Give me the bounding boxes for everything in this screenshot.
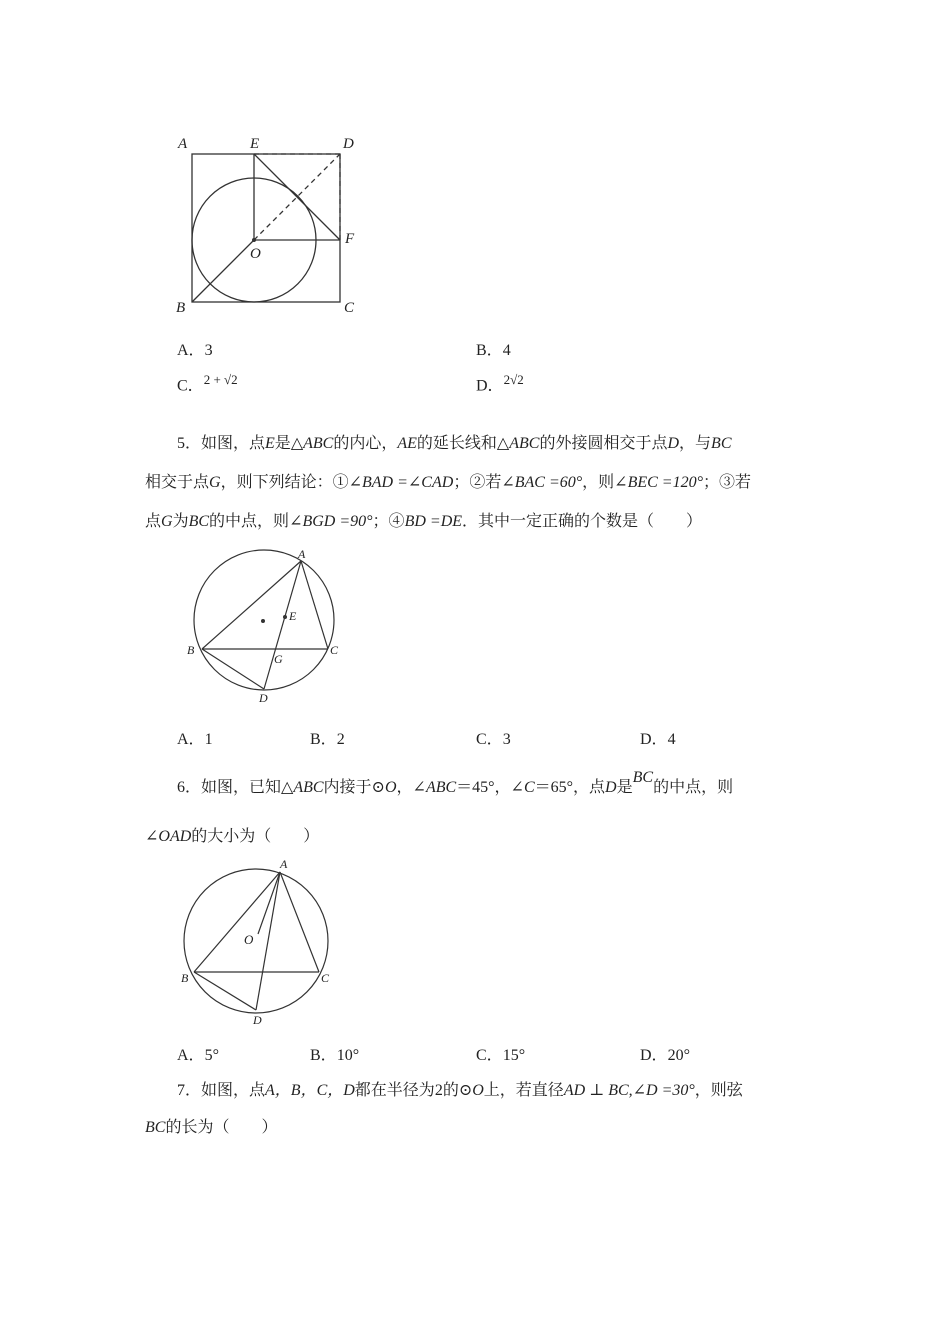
label-E: E <box>250 136 260 152</box>
q5-option-c: C．3 <box>476 731 511 748</box>
label-G: G <box>274 652 283 666</box>
q5-option-a: A．1 <box>177 731 213 748</box>
q7-line-2: BC的长为（ ） <box>145 1119 278 1136</box>
label-A: A <box>178 136 188 152</box>
q6-line-1: 6．如图，已知△ABC内接于⊙O，∠ABC＝45°，∠C＝65°，点D是BC的中点，则 <box>177 769 734 796</box>
q6-option-b: B．10° <box>310 1047 360 1064</box>
label-D: D <box>253 1013 262 1027</box>
label-C: C <box>344 300 355 316</box>
q5-line-3: 点G为BC的中点，则∠BGD =90°；④BD =DE．其中一定正确的个数是（ ） <box>145 513 703 530</box>
q7-line-1: 7．如图，点A，B，C，D都在半径为2的⊙O上，若直径AD ⊥ BC,∠D =30°，则弦 <box>177 1082 743 1099</box>
label-O: O <box>244 932 254 947</box>
q5-option-b: B．2 <box>310 731 345 748</box>
figure-square-circle <box>170 130 370 320</box>
q6-line-2: ∠OAD的大小为（ ） <box>145 828 320 845</box>
q5-line-2: 相交于点G，则下列结论：①∠BAD =∠CAD；②若∠BAC =60°，则∠BEC =120°；③若 <box>145 474 752 491</box>
q4-option-c: C．$^{2 + √2}$ <box>177 372 238 395</box>
label-E: E <box>289 609 297 623</box>
figure-incenter-circle <box>180 545 350 710</box>
label-B: B <box>176 300 186 316</box>
q4-option-d: D．$^{2√2}$ <box>476 372 524 395</box>
q6-option-c: C．15° <box>476 1047 526 1064</box>
label-F: F <box>345 231 355 247</box>
figure-circumcircle <box>172 852 342 1032</box>
label-B: B <box>181 971 189 985</box>
q4-option-a: A．3 <box>177 342 213 359</box>
label-A: A <box>298 547 306 561</box>
q6-option-d: D．20° <box>640 1047 690 1064</box>
label-O: O <box>250 246 261 262</box>
q5-option-d: D．4 <box>640 731 676 748</box>
q4-option-b: B．4 <box>476 342 511 359</box>
label-C: C <box>330 643 339 657</box>
q5-line-1: 5．如图，点E是△ABC的内心，AE的延长线和△ABC的外接圆相交于点D，与BC <box>177 435 732 452</box>
label-C: C <box>321 971 330 985</box>
label-B: B <box>187 643 195 657</box>
label-A: A <box>280 857 288 871</box>
arc-bc: BC <box>632 769 654 786</box>
label-D: D <box>343 136 354 152</box>
q6-option-a: A．5° <box>177 1047 219 1064</box>
label-D: D <box>259 691 268 705</box>
